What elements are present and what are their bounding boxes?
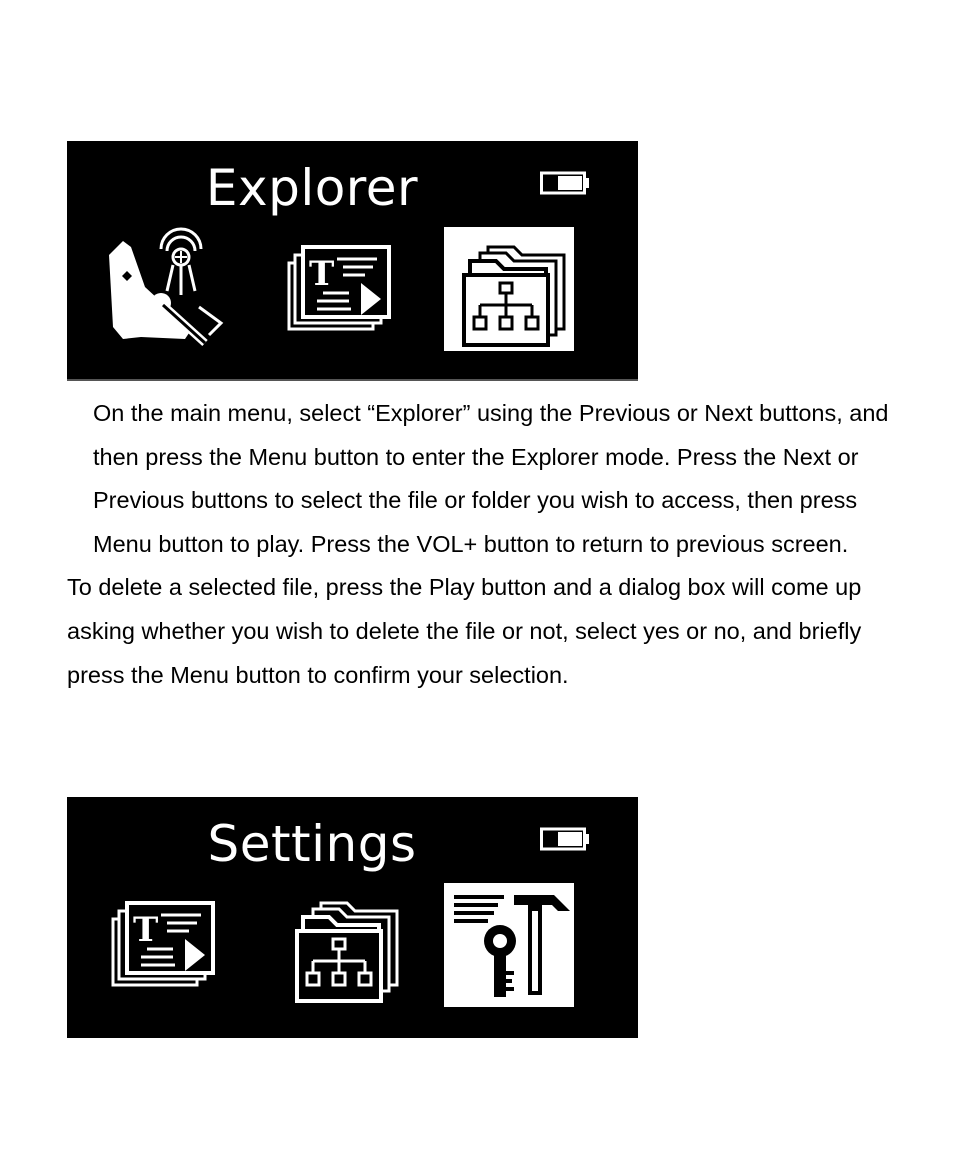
screen-title: Explorer: [205, 159, 419, 217]
explorer-folder-icon: [277, 883, 407, 1007]
svg-text:T: T: [133, 910, 159, 950]
paragraph-delete-file: To delete a selected file, press the Play button and a dialog box will come up asking whether you wish to delete the file or not, select yes or no, and briefly press the Menu button to confirm your selection.: [67, 574, 862, 688]
settings-menu-screenshot: [67, 797, 638, 1038]
settings-tools-icon: [444, 883, 574, 1007]
screen-title: Settings: [207, 815, 417, 873]
instruction-text: [67, 392, 897, 697]
svg-text:T: T: [309, 254, 335, 294]
battery-icon: [540, 171, 590, 195]
text-viewer-icon: [101, 883, 231, 1007]
explorer-folder-icon: [444, 227, 574, 351]
paragraph-explorer-usage: On the main menu, select “Explorer” using the Previous or Next buttons, and then press the Menu button to enter the Explorer mode. Press the Next or Previous buttons to select the file or folder you wish to access, then press Menu button to play. Press the VOL+ button to return to previous screen.: [93, 400, 889, 557]
explorer-menu-screenshot: [67, 141, 638, 381]
battery-icon: [540, 827, 590, 851]
text-viewer-icon: [277, 227, 407, 351]
voice-record-icon: [101, 227, 231, 351]
